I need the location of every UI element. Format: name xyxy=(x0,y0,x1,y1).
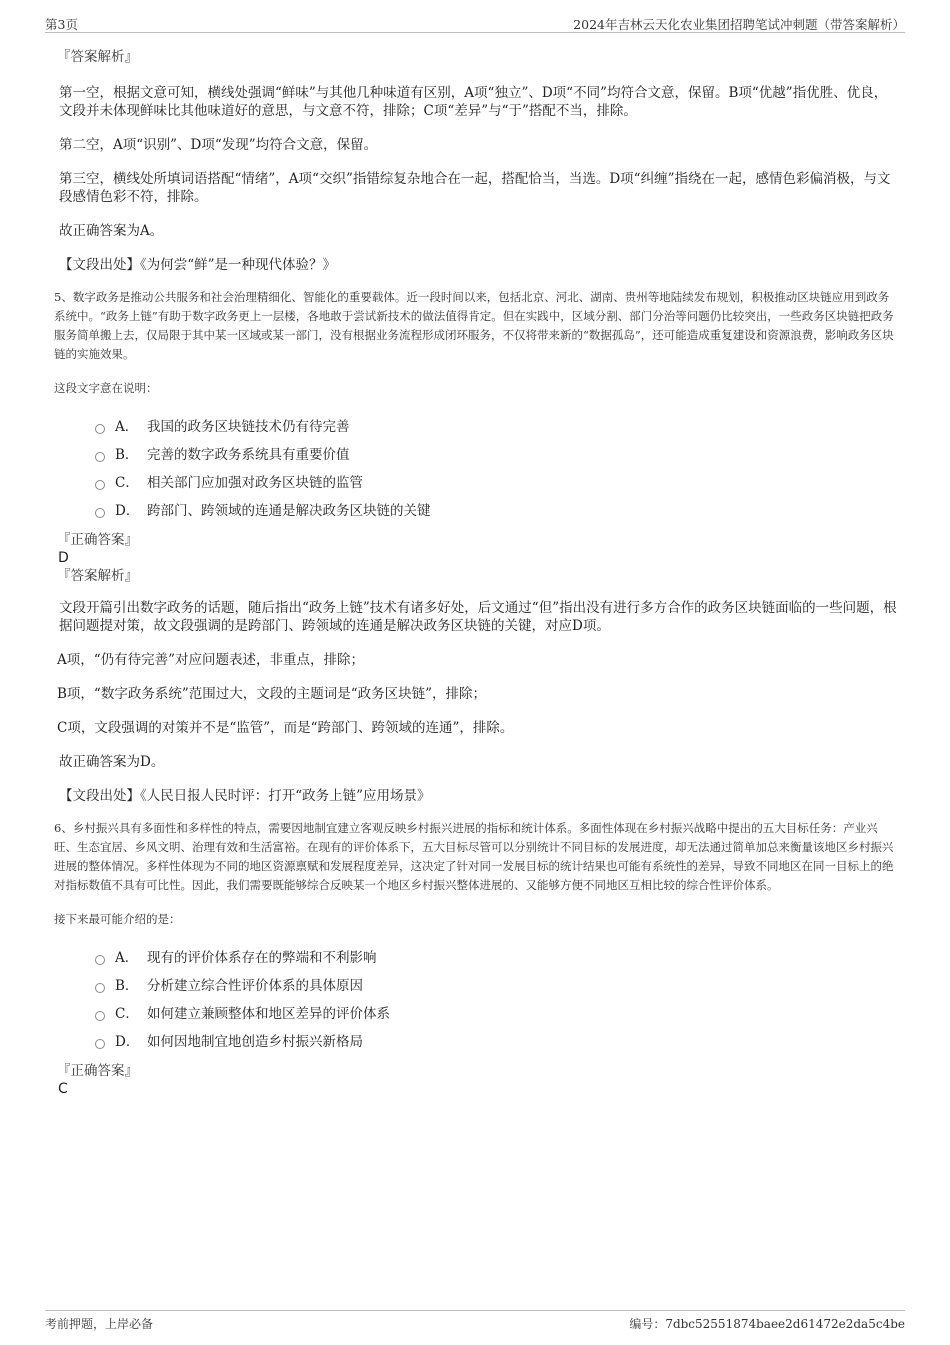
question-stem: 5、数字政务是推动公共服务和社会治理精细化、智能化的重要载体。近一段时间以来，包括北京、河北、湖南、贵州等地陆续发布规划，积极推动区块链应用到政务系统中。“政务上链”有助于数字政务更上一层楼，各地敢于尝试新技术的做法值得肯定。但在实践中，区域分割、部门分治等问题仍比较突出，一些政务区块链把政务服务简单搬上去，仅局限于其中某一区域或某一部门，没有根据业务流程形成闭环服务，不仅将带来新的“数据孤岛”，还可能造成重复建设和资源浪费，影响政务区块链的实施效果。 xyxy=(54,290,894,361)
option-text: 如何建立兼顾整体和地区差异的评价体系 xyxy=(147,1006,390,1022)
conclusion: 故正确答案为D。 xyxy=(59,754,165,770)
correct-answer: C xyxy=(58,1081,68,1097)
option-letter: D． xyxy=(115,503,140,519)
document-code: 编号：7dbc52551874baee2d61472e2da5c4be xyxy=(629,1317,905,1331)
radio-icon[interactable] xyxy=(95,452,105,462)
analysis-paragraph: 第三空，横线处所填词语搭配“情绪”，A项“交织”指错综复杂地合在一起，搭配恰当，当选。D项“纠缠”指绕在一起，感情色彩偏消极，与文段感情色彩不符，排除。 xyxy=(59,171,891,205)
radio-icon[interactable] xyxy=(95,480,105,490)
option-c[interactable] xyxy=(95,998,900,1026)
option-a[interactable] xyxy=(95,942,900,970)
source-citation: 【文段出处】《人民日报人民时评：打开“政务上链”应用场景》 xyxy=(59,788,431,804)
footer-slogan: 考前押题，上岸必备 xyxy=(45,1317,154,1331)
option-letter: A． xyxy=(115,950,139,966)
analysis-paragraph: A项，“仍有待完善”对应问题表述，非重点，排除； xyxy=(57,652,365,668)
option-letter: B． xyxy=(115,978,139,994)
option-b[interactable] xyxy=(95,970,900,998)
option-b[interactable] xyxy=(95,439,900,467)
radio-icon[interactable] xyxy=(95,424,105,434)
option-text: 完善的数字政务系统具有重要价值 xyxy=(147,447,350,463)
option-a[interactable] xyxy=(95,411,900,439)
question-prompt: 这段文字意在说明： xyxy=(54,381,158,395)
option-list xyxy=(95,411,900,523)
option-text: 现有的评价体系存在的弊端和不利影响 xyxy=(147,950,377,966)
source-citation: 【文段出处】《为何尝“鲜”是一种现代体验？》 xyxy=(59,257,337,273)
answer-label: 『正确答案』 xyxy=(57,532,138,548)
radio-icon[interactable] xyxy=(95,1011,105,1021)
analysis-label: 『答案解析』 xyxy=(57,568,138,584)
option-d[interactable] xyxy=(95,1026,900,1054)
option-letter: A． xyxy=(115,419,139,435)
radio-icon[interactable] xyxy=(95,508,105,518)
radio-icon[interactable] xyxy=(95,983,105,993)
option-letter: C． xyxy=(115,475,139,491)
question-stem: 6、乡村振兴具有多面性和多样性的特点，需要因地制宜建立客观反映乡村振兴进展的指标和统计体系。多面性体现在乡村振兴战略中提出的五大目标任务：产业兴旺、生态宜居、乡风文明、治理有效和生活富裕。在现有的评价体系下，五大目标尽管可以分别统计不同目标的发展进度，却无法通过简单加总来衡量该地区乡村振兴进展的整体情况。多样性体现为不同的地区资源禀赋和发展程度差异，这决定了针对同一发展目标的统计结果也可能有系统性的差异，导致不同地区在同一目标上的绝对指标数值不具有可比性。因此，我们需要既能够综合反映某一个地区乡村振兴整体进展的、又能够方便不同地区互相比较的综合性评价体系。 xyxy=(54,821,894,892)
analysis-paragraph: 第二空，A项“识别”、D项“发现”均符合文意，保留。 xyxy=(59,137,378,153)
option-c[interactable] xyxy=(95,467,900,495)
option-text: 如何因地制宜地创造乡村振兴新格局 xyxy=(147,1034,363,1050)
page-header xyxy=(45,14,905,33)
option-text: 分析建立综合性评价体系的具体原因 xyxy=(147,978,363,994)
answer-label: 『正确答案』 xyxy=(57,1063,138,1079)
document-title: 2024年吉林云天化农业集团招聘笔试冲刺题（带答案解析） xyxy=(573,17,905,32)
option-letter: D． xyxy=(115,1034,140,1050)
option-list xyxy=(95,942,900,1054)
analysis-label: 『答案解析』 xyxy=(57,49,138,65)
analysis-paragraph: 文段开篇引出数字政务的话题，随后指出“政务上链”技术有诸多好处，后文通过“但”指出没有进行多方合作的政务区块链面临的一些问题，根据问题提对策，故文段强调的是跨部门、跨领域的连通是解决政务区块链的关键，对应D项。 xyxy=(59,600,897,634)
option-d[interactable] xyxy=(95,495,900,523)
page-footer xyxy=(45,1310,905,1331)
option-text: 相关部门应加强对政务区块链的监管 xyxy=(147,475,363,491)
analysis-paragraph: C项，文段强调的对策并不是“监管”，而是“跨部门、跨领域的连通”，排除。 xyxy=(57,720,514,736)
option-letter: C． xyxy=(115,1006,139,1022)
option-letter: B． xyxy=(115,447,139,463)
radio-icon[interactable] xyxy=(95,955,105,965)
conclusion: 故正确答案为A。 xyxy=(59,223,164,239)
question-prompt: 接下来最可能介绍的是： xyxy=(54,912,181,926)
analysis-paragraph: 第一空，根据文意可知，横线处强调“鲜味”与其他几种味道有区别，A项“独立”、D项“不同”均符合文意，保留。B项“优越”指优胜、优良，文段并未体现鲜味比其他味道好的意思，与文意不符，排除；C项“差异”与“于”搭配不当，排除。 xyxy=(59,85,888,119)
analysis-paragraph: B项，“数字政务系统”范围过大，文段的主题词是“政务区块链”，排除； xyxy=(57,686,487,702)
page-number: 第3页 xyxy=(45,17,78,32)
option-text: 我国的政务区块链技术仍有待完善 xyxy=(147,419,350,435)
option-text: 跨部门、跨领域的连通是解决政务区块链的关键 xyxy=(147,503,431,519)
radio-icon[interactable] xyxy=(95,1039,105,1049)
correct-answer: D xyxy=(58,550,69,566)
document-body xyxy=(54,44,900,1098)
